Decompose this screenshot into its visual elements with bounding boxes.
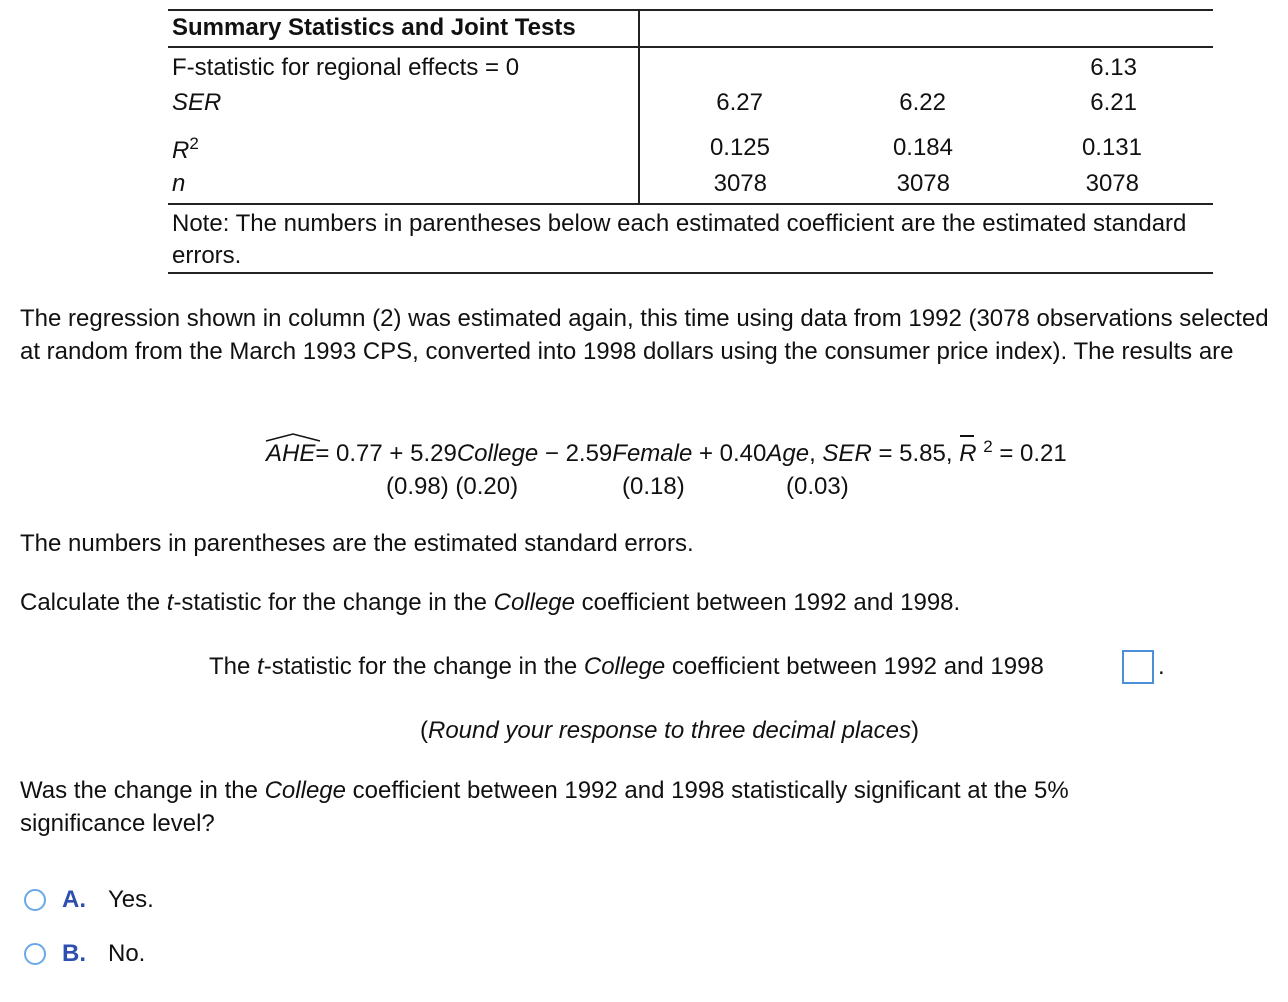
r2-base: R	[172, 137, 190, 164]
table-note-rule	[168, 272, 1213, 274]
option-a[interactable]	[24, 886, 184, 914]
row-r2-col1: 0.125	[709, 134, 770, 161]
radio-a[interactable]	[24, 889, 46, 911]
option-a-text: Yes.	[108, 886, 154, 913]
rbar-base: R	[959, 440, 977, 467]
table-note: Note: The numbers in parentheses below each estimated coefficient are the estimated standard errors.	[172, 210, 1187, 269]
option-b-letter: B.	[62, 940, 86, 967]
table-column-divider	[638, 9, 640, 204]
se-female: (0.18)	[622, 473, 685, 500]
table-header: Summary Statistics and Joint Tests	[172, 14, 576, 41]
r2-sup: 2	[189, 134, 199, 153]
row-label-fstat: F-statistic for regional effects = 0	[172, 54, 520, 81]
hat-icon	[265, 432, 321, 442]
row-n-col3: 3078	[1085, 170, 1139, 197]
answer-line: The t-statistic for the change in the College coefficient between 1992 and 1998	[209, 653, 1044, 680]
rbar-overline	[960, 435, 974, 437]
intro-paragraph: The regression shown in column (2) was estimated again, this time using data from 1992 (3078 observations selected at random from the March 1993 CPS, converted into 1998 dollars using the consumer price index). The results are	[20, 305, 1269, 365]
table-bottom-rule	[168, 203, 1213, 205]
rbar-sup: 2	[983, 437, 993, 456]
ahe-label: AHE	[266, 440, 316, 467]
row-ser-col2: 6.22	[899, 89, 946, 116]
se-constant-college: (0.98) (0.20)	[386, 473, 519, 500]
tstat-answer-input[interactable]	[1122, 650, 1154, 684]
row-label-r2	[172, 134, 199, 165]
question-tstat: Calculate the t-statistic for the change in the College coefficient between 1992 and 1998.	[20, 589, 961, 616]
option-a-letter: A.	[62, 886, 86, 913]
table-header-rule	[168, 46, 1213, 48]
row-r2-col3: 0.131	[1081, 134, 1142, 161]
question-significance: Was the change in the College coefficient between 1992 and 1998 statistically significant at the 5% significance level?	[20, 777, 1069, 837]
row-ser-col3: 6.21	[1090, 89, 1137, 116]
row-n-col1: 3078	[713, 170, 767, 197]
row-label-ser: SER	[172, 89, 222, 116]
row-fstat-col3: 6.13	[1090, 54, 1137, 81]
radio-b[interactable]	[24, 943, 46, 965]
option-b-text: No.	[108, 940, 146, 967]
row-ser-col1: 6.27	[716, 89, 763, 116]
row-r2-col2: 0.184	[892, 134, 953, 161]
round-note: (Round your response to three decimal places)	[420, 717, 919, 744]
se-age: (0.03)	[786, 473, 849, 500]
table-top-rule	[168, 9, 1213, 11]
row-label-n: n	[172, 170, 186, 197]
regression-equation: AHE = 0.77 + 5.29College − 2.59Female + 0.40Age, SER = 5.85, R $^2$ = 0.21	[266, 437, 1067, 468]
se-note: The numbers in parentheses are the estimated standard errors.	[20, 530, 694, 557]
answer-period: .	[1158, 653, 1165, 680]
option-b[interactable]	[24, 940, 184, 968]
row-n-col2: 3078	[896, 170, 950, 197]
